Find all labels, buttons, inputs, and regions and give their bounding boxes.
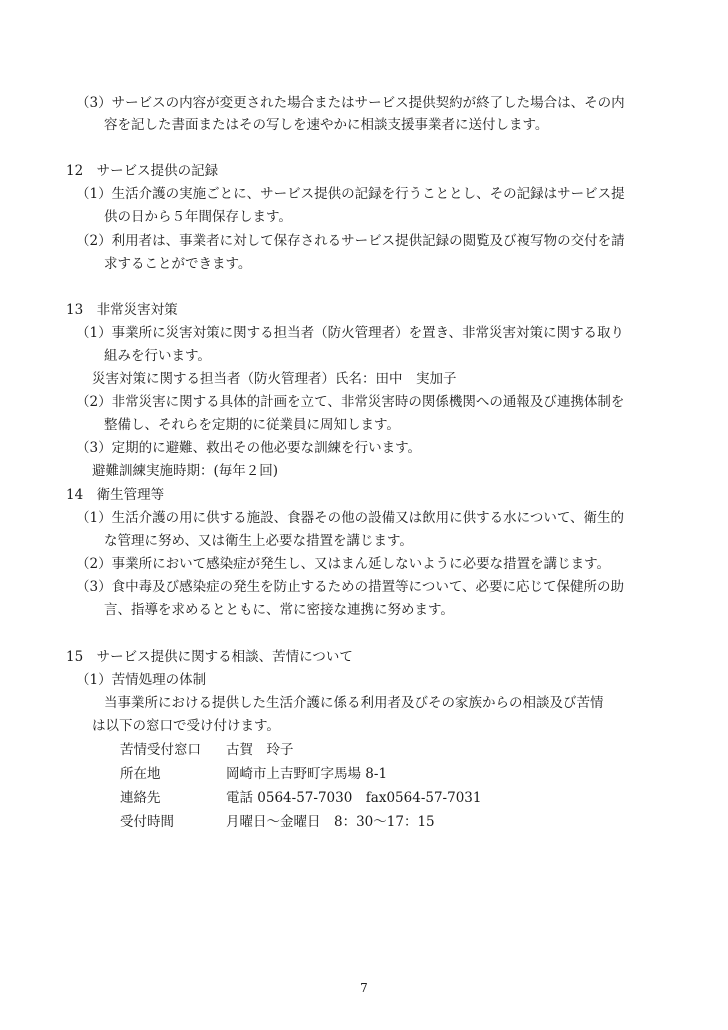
page-number: 7: [360, 981, 368, 995]
s14-heading: 14 衛生管理等: [66, 487, 165, 503]
s11-item3-line2: 容を記した書面またはその写しを速やかに相談支援事業者に送付します。: [104, 117, 549, 133]
s14-item3-line1: （3）食中毒及び感染症の発生を防止するための措置等について、必要に応じて保健所の助: [76, 579, 625, 595]
s12-item1-line2: 供の日から５年間保存します。: [104, 209, 292, 225]
s15-item1-body-line1: 当事業所における提供した生活介護に係る利用者及びその家族からの相談及び苦情: [104, 695, 604, 711]
s15-heading: 15 サービス提供に関する相談、苦情について: [66, 649, 353, 665]
s14-item1-line2: な管理に努め、又は衛生上必要な措置を講じます。: [104, 533, 413, 549]
s13-item3-line1: （3）定期的に避難、救出その他必要な訓練を行います。: [76, 440, 422, 456]
s13-drill-schedule: 避難訓練実施時期：(毎年２回): [92, 463, 279, 479]
s12-item1-line1: （1）生活介護の実施ごとに、サービス提供の記録を行うこととし、その記録はサービス提: [76, 186, 625, 202]
s12-item2-line1: （2）利用者は、事業者に対して保存されるサービス提供記録の閲覧及び複写物の交付を請: [76, 233, 625, 249]
s15-item1-body-line2: は以下の窓口で受け付けます。: [92, 718, 280, 734]
s13-item2-line2: 整備し、それらを定期的に従業員に周知します。: [104, 417, 400, 433]
contact-label-phone: 連絡先: [120, 790, 161, 806]
contact-value-window: 古賀 玲子: [226, 742, 294, 758]
contact-value-hours: 月曜日～金曜日 8：30～17：15: [226, 814, 435, 830]
s14-item3-line2: 言、指導を求めるとともに、常に密接な連携に努めます。: [104, 602, 454, 618]
contact-label-address: 所在地: [120, 766, 161, 782]
s11-item3-line1: （3）サービスの内容が変更された場合またはサービス提供契約が終了した場合は、その内: [76, 95, 625, 111]
contact-label-hours: 受付時間: [120, 814, 174, 830]
contact-value-address: 岡崎市上吉野町字馬場 8-1: [226, 766, 388, 782]
s13-heading: 13 非常災害対策: [66, 302, 178, 318]
s15-item1-title: （1）苦情処理の体制: [76, 672, 207, 688]
s14-item1-line1: （1）生活介護の用に供する施設、食器その他の設備又は飲用に供する水について、衛生的: [76, 510, 625, 526]
s14-item2-line1: （2）事業所において感染症が発生し、又はまん延しないように必要な措置を講じます。: [76, 556, 611, 572]
s13-item1-line1: （1）事業所に災害対策に関する担当者（防火管理者）を置き、非常災害対策に関する取り: [76, 325, 625, 341]
s13-item2-line1: （2）非常災害に関する具体的計画を立て、非常災害時の関係機関への通報及び連携体制を: [76, 394, 625, 410]
contact-value-phone: 電話 0564-57-7030 fax0564-57-7031: [226, 790, 482, 806]
s13-fire-manager: 災害対策に関する担当者（防火管理者）氏名：田中 実加子: [92, 371, 457, 387]
s13-item1-line2: 組みを行います。: [104, 348, 211, 364]
s12-item2-line2: 求することができます。: [104, 256, 252, 272]
contact-label-window: 苦情受付窓口: [120, 742, 201, 758]
s12-heading: 12 サービス提供の記録: [66, 163, 219, 179]
